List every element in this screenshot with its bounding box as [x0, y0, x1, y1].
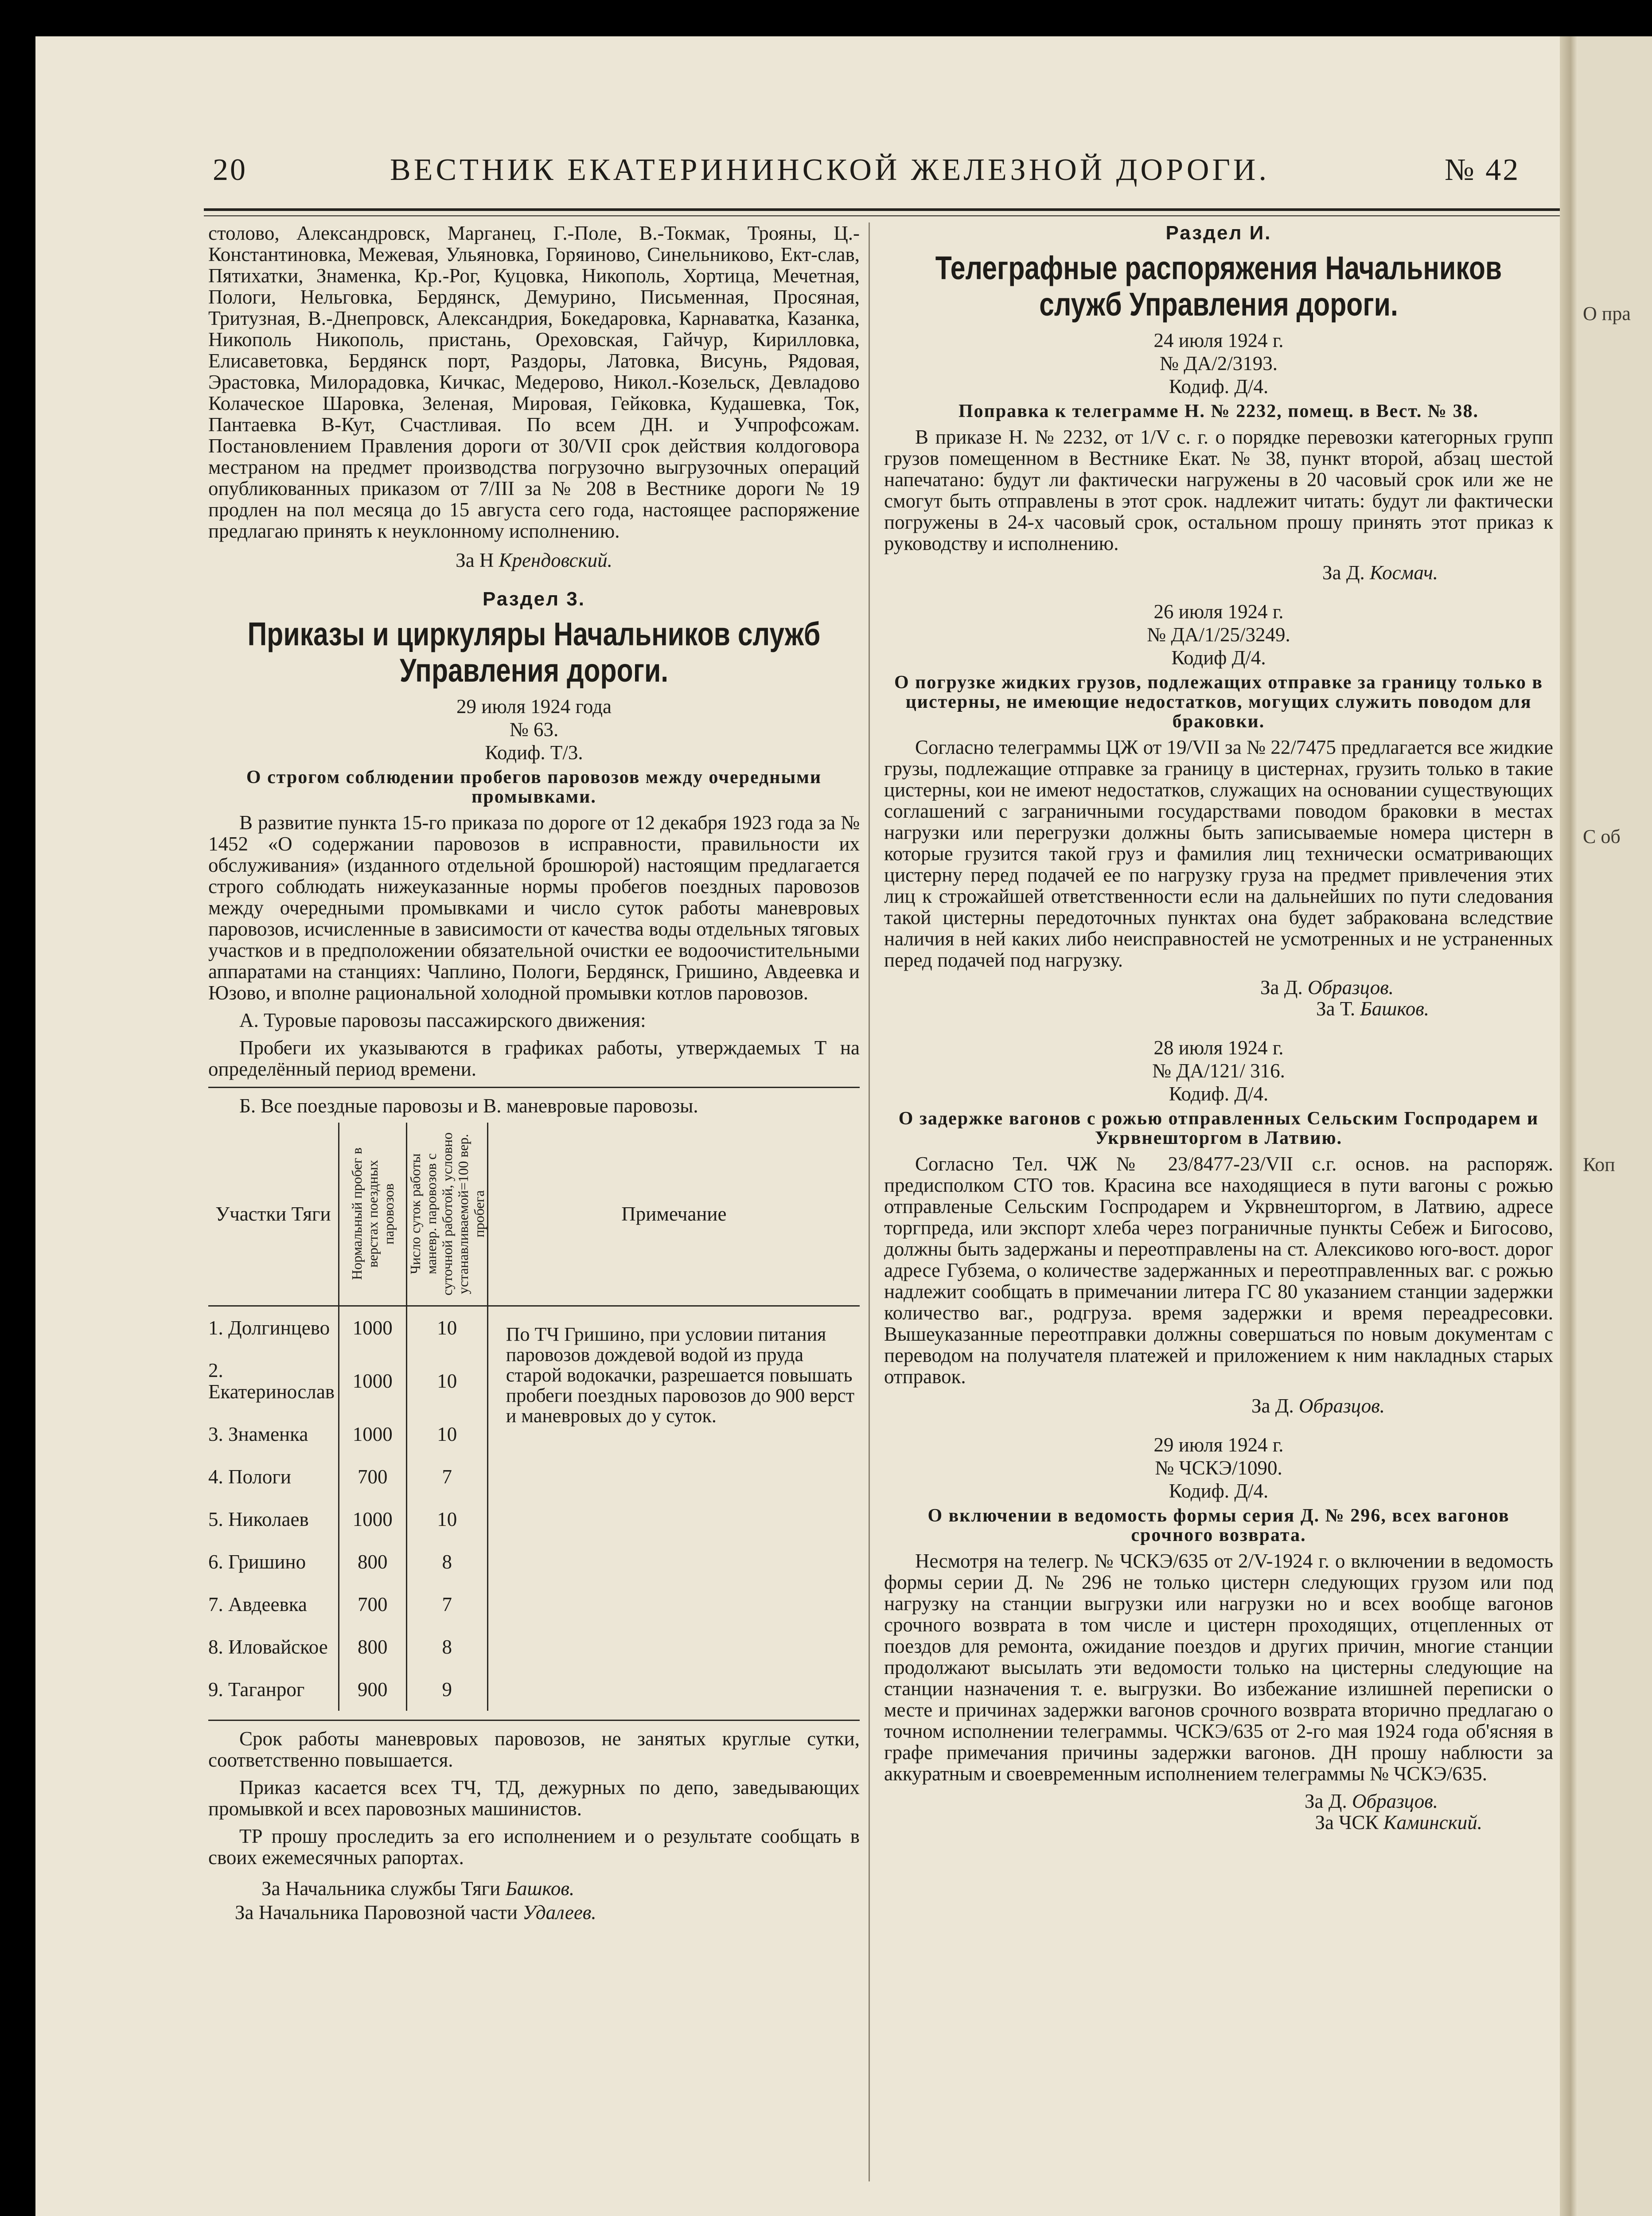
signature-prefix: За Начальника службы Тяги — [261, 1877, 501, 1900]
header-section: Участки Тяги — [208, 1123, 339, 1306]
cell-section: 3. Знаменка — [208, 1423, 308, 1445]
divider — [208, 1087, 860, 1088]
right-column — [884, 222, 1553, 1833]
telegram-codif: Кодиф. Д/4. — [1169, 375, 1269, 398]
order-date: 29 июля 1924 года — [456, 695, 612, 718]
issue-number: № 42 — [1445, 153, 1520, 187]
cell-days: 10 — [406, 1306, 487, 1350]
cell-mileage: 1000 — [339, 1306, 406, 1350]
cell-mileage: 1000 — [339, 1413, 406, 1455]
final-signature — [261, 1878, 860, 1899]
cell-section: 7. Авдеевка — [208, 1593, 307, 1615]
telegram-date: 29 июля 1924 г. — [1153, 1434, 1284, 1456]
telegram-subject: Поправка к телеграмме Н. № 2232, помещ. в Вест. № 38. — [958, 401, 1479, 421]
header-days — [406, 1123, 487, 1306]
cell-mileage: 700 — [339, 1583, 406, 1626]
cell-section: 6. Гришино — [208, 1551, 306, 1573]
after-table-paragraph: Приказ касается всех ТЧ, ТД, дежурных по депо, заведывающих промывкой и всех паровозных машинистов. — [208, 1776, 860, 1820]
telegram-signature — [884, 977, 1394, 998]
subsection-a: А. Туровые паровозы пассажирского движения: — [239, 1009, 646, 1031]
final-signature — [235, 1902, 860, 1923]
telegram-date: 28 июля 1924 г. — [1153, 1037, 1284, 1059]
subsection-b: Б. Все поездные паровозы и В. маневровые паровозы. — [239, 1095, 698, 1117]
cell-section: 5. Николаев — [208, 1508, 309, 1530]
column-divider — [869, 222, 870, 2181]
after-table-paragraph: Срок работы маневровых паровозов, не занятых круглые сутки, соответственно повышается. — [208, 1728, 860, 1771]
left-column — [208, 222, 860, 1926]
telegram-signature — [884, 1791, 1438, 1812]
telegram-signature — [884, 1395, 1385, 1416]
signature-prefix: За Д. — [1260, 976, 1303, 999]
after-table-paragraph: ТР прошу проследить за его исполнением и о результате сообщать в своих ежемесячных рапортах. — [208, 1825, 860, 1869]
adjacent-page-fragment: О пра — [1583, 303, 1631, 324]
adjacent-page-fragment: Коп — [1583, 1154, 1615, 1175]
header-note: Примечание — [487, 1123, 860, 1306]
adjacent-page-fragment: С об — [1583, 826, 1621, 847]
adjacent-page-edge — [1578, 36, 1652, 2216]
signature-name: Образцов. — [1298, 1395, 1385, 1417]
page-title: ВЕСТНИК ЕКАТЕРИНИНСКОЙ ЖЕЛЕЗНОЙ ДОРОГИ. — [390, 153, 1270, 187]
header-mileage-text: Нормальный пробег в верстах поездных паровозов — [348, 1147, 397, 1280]
telegram-signature — [884, 998, 1429, 1019]
signature-prefix: За ЧСК — [1315, 1811, 1379, 1834]
telegram-codif: Кодиф. Д/4. — [1169, 1083, 1269, 1105]
telegram-date: 24 июля 1924 г. — [1153, 329, 1284, 351]
cell-days: 7 — [406, 1583, 487, 1626]
mileage-table — [208, 1123, 860, 1711]
cell-days: 10 — [406, 1498, 487, 1541]
cell-days: 10 — [406, 1349, 487, 1413]
order-number: № 63. — [509, 718, 559, 741]
section-title: Телеграфные распоряжения Начальников служб Управления дороги. — [935, 250, 1502, 323]
telegram-number: № ДА/121/ 316. — [1152, 1060, 1285, 1082]
intro-paragraph: столово, Александровск, Марганец, Г.-Поле, В.-Токмак, Трояны, Ц.-Константиновка, Межевая, Ульяновка, Горяиново, Синельниково, Ект-слав, Пятихатки, Знаменка, Кр.-Рог, Куцовка, Никополь, Хортица, Мечетная, Пологи, Нельговка, Бердянск, Демурино, Письменная, Просяная, Тритузная, В.-Днепровск, Александрия, Бокедаровка, Карнаватка, Казанка, Никополь Никополь, пристань, Ореховская, Гайчур, Кирилловка, Елисаветовка, Бердянск порт, Раздоры, Латовка, Висунь, Рядовая, Эрастовка, Милорадовка, Кичкас, Медерово, Никол.-Козельск, Девладово Колаческое Шаровка, Зеленая, Мировая, Гейковка, Кудашевка, Ток, Пантаевка В-Кут, Счастливая. По всем ДН. и Учпрофсожам. Постановлением Правления дороги от 30/VII срок действия колдоговора местраном на предмет производства погрузочно выгрузочных операций опубликованных приказом от 7/III за № 208 в Вестнике дороги № 19 продлен на пол месяца до 15 августа сего года, настоящее распоряжение предлагаю принять к неуклонному исполнению. — [208, 222, 860, 542]
order-subject: О строгом соблюдении пробегов паровозов между очередными промывками. — [246, 767, 822, 807]
signature-name: Удалеев. — [522, 1901, 596, 1923]
signature-prefix: За Т. — [1316, 998, 1356, 1020]
section-label: Раздел 3. — [483, 588, 585, 610]
cell-mileage: 1000 — [339, 1349, 406, 1413]
section-title: Приказы и циркуляры Начальников служб Управления дороги. — [247, 616, 821, 689]
telegram-subject: О погрузке жидких грузов, подлежащих отправке за границу только в цистерны, не имеющие недостатков, могущих служить поводом для браковки. — [894, 672, 1543, 732]
header-mileage — [339, 1123, 406, 1306]
cell-note: По ТЧ Гришино, при условии питания паровозов дождевой водой из пруда старой водокачки, разрешается повышать пробеги поездных паровозов до 900 верст и маневровых до у суток. — [487, 1306, 860, 1711]
subsection-a-text: Пробеги их указываются в графиках работы, утверждаемых Т на определённый период времени. — [208, 1037, 860, 1080]
signature-name: Космач. — [1370, 562, 1438, 584]
telegram-body: В приказе Н. № 2232, от 1/V с. г. о порядке перевозки категорных групп грузов помещенном в Вестнике Екат. № 38, пункт второй, абзац шестой напечатано: будут ли фактически нагружены в 20 часовый срок или же не смогут быть отправлены в этот срок. надлежит читать: будут ли фактически погружены в 24-х часовый срок, остальном прошу принять этот приказ к руководству и исполнению. — [884, 426, 1553, 554]
signature-name: Башков. — [505, 1877, 575, 1900]
signature-name: Башков. — [1360, 998, 1429, 1020]
signature-name: Образцов. — [1352, 1790, 1438, 1812]
signature-prefix: За Начальника Паровозной части — [235, 1901, 518, 1923]
telegram-body: Согласно Тел. ЧЖ № 23/8477-23/VII с.г. основ. на распоряж. предисполком СТО тов. Красина все находящиеся в пути вагоны с рожью отправленые Сельским Госпродарем и Укрвнешторгом, в Латвию, адресе торгпреда, или экспорт хлеба через пограничные пункты Себеж и Бигосово, должны быть задержаны и переотправлены на ст. Алексиково юго-вост. дорог адресе Губзема, о количестве задержанных и переотправленных ваг. с рожью надлежит сообщать в примечании литера ГС 80 указанием станции задержки количество ваг., родгруза. время задержки и время переадресовки. Вышеуказанные переотправки должны совершаться по новым документам с переводом на получателя платежей и приложением к ним накладных старых отправок. — [884, 1153, 1553, 1388]
table-row — [208, 1306, 860, 1350]
cell-mileage: 800 — [339, 1541, 406, 1583]
telegram-number: № ЧСКЭ/1090. — [1155, 1457, 1282, 1479]
cell-section: 9. Таганрог — [208, 1678, 305, 1701]
telegram-date: 26 июля 1924 г. — [1153, 601, 1284, 623]
order-body: В развитие пункта 15-го приказа по дороге от 12 декабря 1923 года за № 1452 «О содержании паровозов в исправности, правильности их обслуживания» (изданного отдельной брошюрой) настоящим предлагается строго соблюдать нижеуказанные нормы пробегов поездных паровозов между очередными промывками и число суток работы маневровых паровозов, исчисленные в зависимости от качества воды отдельных тяговых участков и в предположении обязательной очистки ее водоочистительными аппаратами на станциях: Чаплино, Пологи, Бердянск, Гришино, Авдеевка и Юзово, и вполне рациональной холодной промывки котлов паровозов. — [208, 811, 860, 1004]
cell-days: 8 — [406, 1541, 487, 1583]
page-number: 20 — [213, 153, 247, 187]
signature-name: Каминский. — [1383, 1811, 1482, 1834]
signature-prefix: За Д. — [1305, 1790, 1347, 1812]
telegram-number: № ДА/2/3193. — [1159, 352, 1278, 375]
telegram-signature — [884, 562, 1438, 583]
telegram-number: № ДА/1/25/3249. — [1147, 624, 1290, 646]
cell-mileage: 800 — [339, 1626, 406, 1668]
header-days-text: Число суток работы маневр. паровозов с суточной работой, условно устанавливаемой=100 вер. пробега — [407, 1132, 487, 1296]
telegram-codif: Кодиф Д/4. — [1171, 647, 1266, 669]
telegram-subject: О включении в ведомость формы серия Д. № 296, всех вагонов срочного возврата. — [927, 1506, 1510, 1545]
signature-name: Крендовский. — [499, 549, 612, 571]
telegram-subject: О задержке вагонов с рожью отправленных Сельским Госпродарем и Укрвнешторгом в Латвию. — [898, 1108, 1539, 1148]
cell-days: 8 — [406, 1626, 487, 1668]
header-rule — [204, 208, 1560, 216]
telegram-body: Согласно телеграммы ЦЖ от 19/VII за № 22/7475 предлагается все жидкие грузы, подлежащие отправке за границу в цистернах, грузить только в такие цистерны, кои не имеют недостатков, служащих на основании существующих соглашений с заграничными государствами поводом браковки в местах нагрузки или перегрузки должны быть записываемые номера цистерн в которые грузится такой груз и фамилия лиц технически осматривающих цистерну перед подачей ее по нагрузку груза на предмет привлечения этих лиц к строжайшей ответственности если на дальнейших по пути следования такой цистерны передоточных пунктах она будет забракована вследствие наличия в ней каких либо неисправностей не усмотренных и не устраненных перед подачей под нагрузку. — [884, 736, 1553, 971]
cell-mileage: 1000 — [339, 1498, 406, 1541]
cell-days: 7 — [406, 1455, 487, 1498]
signature-prefix: За Д. — [1251, 1395, 1294, 1417]
cell-days: 10 — [406, 1413, 487, 1455]
cell-mileage: 900 — [339, 1668, 406, 1711]
signature-prefix: За Д. — [1322, 562, 1365, 584]
cell-section: 4. Пологи — [208, 1466, 291, 1488]
cell-section: 8. Иловайское — [208, 1636, 328, 1658]
signature-name: Образцов. — [1307, 976, 1394, 999]
cell-section: 2. Екатеринослав — [208, 1359, 335, 1403]
cell-mileage: 700 — [339, 1455, 406, 1498]
telegram-body: Несмотря на телегр. № ЧСКЭ/635 от 2/V-1924 г. о включении в ведомость формы серии Д. № 296 не только цистерн следующих грузом или под нагрузку на станции выгрузки или нагрузки но и всех вообще вагонов срочного возврата в том числе и цистерн проходящих, отцепленных от поездов для ремонта, ожидание поездов и других причин, многие станции продолжают высылать эти ведомости только на цистерны следующие на станции назначения т. е. выгрузки. Во избежание излишней переписки о месте и причинах задержки вагонов срочного возврата вторично предлагаю о точном исполнении телеграммы. ЧСКЭ/635 от 2-го мая 1924 года об'ясняя в графе примечания причины задержки вагонов. ДН прошу наблюсти за аккуратным и своевременным исполнением телеграммы № ЧСКЭ/635. — [884, 1550, 1553, 1785]
telegram-signature — [884, 1812, 1482, 1833]
divider — [208, 1720, 860, 1721]
cell-days: 9 — [406, 1668, 487, 1711]
intro-signature — [208, 550, 860, 571]
newspaper-page — [35, 36, 1652, 2216]
section-label: Раздел И. — [1165, 222, 1272, 244]
telegram-codif: Кодиф. Д/4. — [1169, 1480, 1269, 1502]
signature-prefix: За Н — [456, 549, 494, 571]
order-codif: Кодиф. Т/3. — [485, 741, 583, 764]
page-fold-shadow — [1560, 36, 1578, 2216]
cell-section: 1. Долгинцево — [208, 1317, 330, 1339]
